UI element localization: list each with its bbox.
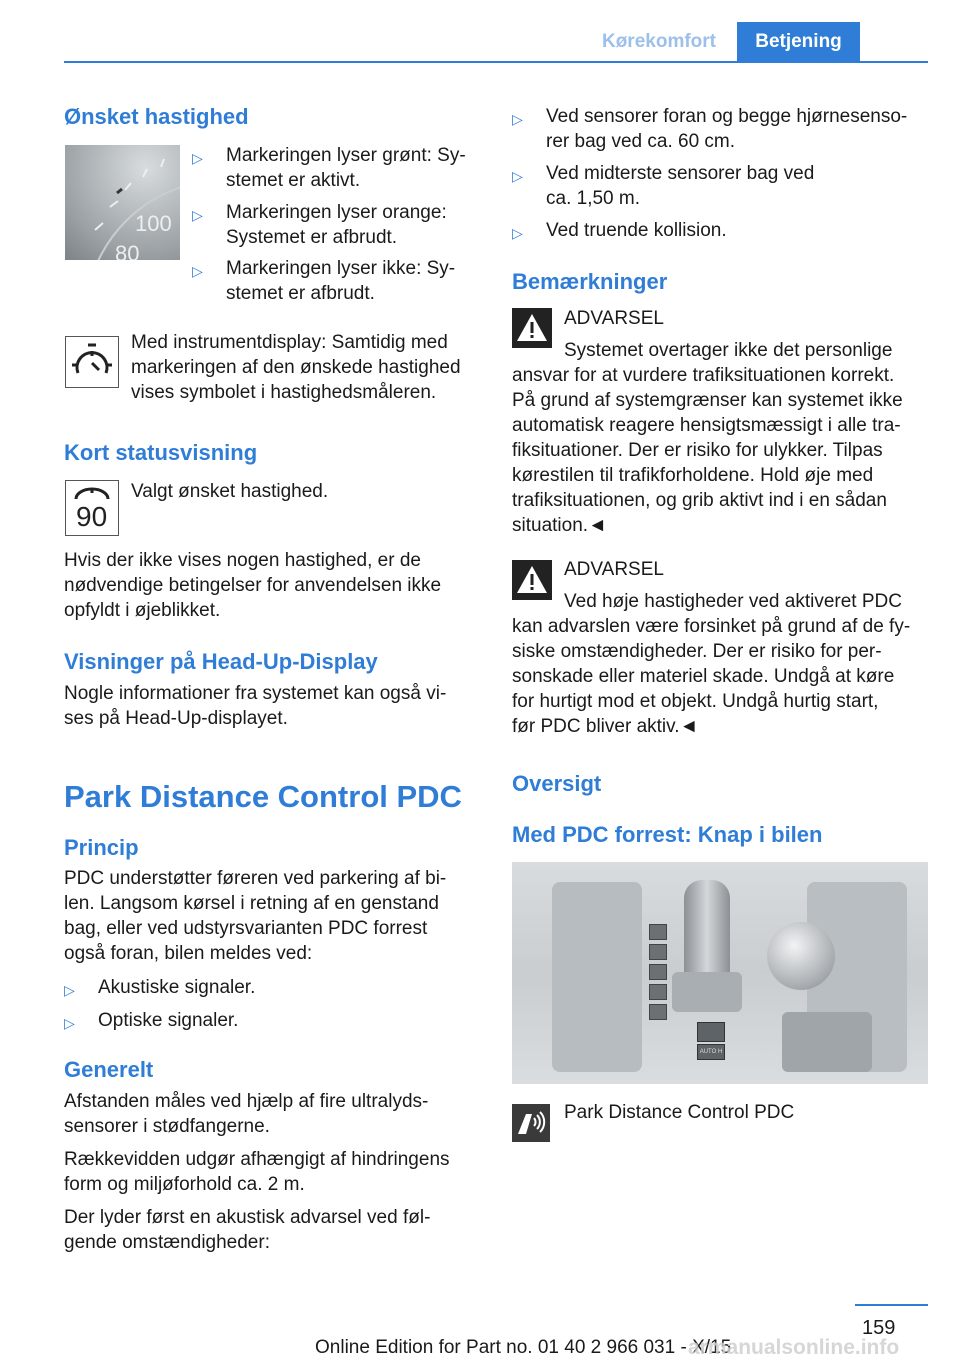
heading-med-pdc-forrest: Med PDC forrest: Knap i bilen [512,822,823,847]
list-item: ▷ Akustiske signaler. [64,975,255,1003]
heading-bemaerkninger: Bemærkninger [512,269,668,294]
afstand-paragraph: Afstanden måles ved hjælp af fire ultralyds- sensorer i stødfangerne. [64,1091,429,1137]
lyder-paragraph: Der lyder først en akustisk advarsel ved føl- gende omstændigheder: [64,1207,431,1253]
warning-triangle-icon [512,308,552,348]
list-item: ▷ Ved midterste sensorer bag ved ca. 1,50 m. [512,163,815,209]
heading-visninger: Visninger på Head-Up-Display [64,649,378,674]
pdc-icon [512,1104,550,1142]
valgt-text: Valgt ønsket hastighed. [131,481,329,502]
princip-paragraph: PDC understøtter føreren ved parkering af bi- len. Langsom kørsel i retning af en genstand bag, eller ved udstyrsvarianten PDC forrest også foran, bilen meldes ved: [64,868,447,964]
header-tab-label: Betjening [755,31,842,52]
parking-brake-button[interactable] [697,1022,725,1042]
bullet-triangle-icon: ▷ [192,150,203,166]
list-item: ▷ Ved sensorer foran og begge hjørnesenso- rer bag ved ca. 60 cm. [512,106,908,152]
heading-princip: Princip [64,835,139,860]
warning-2-title: ADVARSEL [564,559,664,580]
heading-kort-statusvisning: Kort statusvisning [64,440,258,465]
list-item: ▷ Markeringen lyser ikke: Sy- stemet er afbrudt. [192,258,456,304]
instrument-display-text: Med instrumentdisplay: Samtidig med markeringen af den ønskede hastighed vises symbolet i hastighedsmåleren. [131,332,461,403]
bullet-triangle-icon: ▷ [512,168,523,184]
hvis-paragraph: Hvis der ikke vises nogen hastighed, er de nødvendige betingelser for anvendelsen ikke opfyldt i øjeblikket. [64,550,442,621]
bullet-triangle-icon: ▷ [512,225,523,241]
edition-text: Online Edition for Part no. 01 40 2 966 031 - X/15 [315,1337,732,1358]
bullet-triangle-icon: ▷ [64,1015,75,1031]
raekkevidde-paragraph: Rækkevidden udgør afhængigt af hindringens form og miljøforhold ca. 2 m. [64,1149,450,1195]
gauge-number-100: 100 [135,211,172,236]
bullet-triangle-icon: ▷ [192,263,203,279]
nogle-paragraph: Nogle informationer fra systemet kan også vi- ses på Head-Up-displayet. [64,683,447,729]
console-switch[interactable] [649,1004,667,1020]
warning-1-title: ADVARSEL [564,308,664,329]
speed-status-icon [65,480,119,536]
speedometer-symbol-icon [65,336,119,388]
bullet-triangle-icon: ▷ [64,982,75,998]
footer-rule [855,1304,928,1306]
list-item: ▷ Optiske signaler. [64,1008,238,1036]
auto-hold-button[interactable] [697,1044,725,1060]
header-rule [64,61,928,63]
warning-2-body: kan advarslen være forsinket på grund af de fy- siske omstændigheder. Der er risiko for per- sonskade eller materiel skade. Undgå at køre for hurtigt mod et objekt. Undgå hurtig start, før PDC bliver aktiv.◄ [512,616,911,737]
console-switch[interactable] [649,924,667,940]
console-switch[interactable] [649,944,667,960]
warning-2-first-line: Ved høje hastigheder ved aktiveret PDC [564,591,902,612]
bullet-triangle-icon: ▷ [192,207,203,223]
heading-generelt: Generelt [64,1057,154,1082]
console-switch[interactable] [649,964,667,980]
list-item: ▷ Markeringen lyser grønt: Sy- stemet er aktivt. [192,145,466,191]
speedometer-image [65,145,180,260]
warning-1-body: ansvar for at vurdere trafiksituationen korrekt. På grund af systemgrænser kan systemet ikke automatisk reagere hensigtsmæssigt i alle tra- fiksituationer. Der er risiko for ulykker. Tilpas kørestilen til trafikforholdene. Hold øje med trafiksituationen, og grib aktivt ind i en sådan situation.◄ [512,365,903,536]
header-tab-betjening[interactable] [737,22,860,62]
watermark: armanualsonline.info [688,1336,900,1359]
bullet-triangle-icon: ▷ [512,111,523,127]
pdc-console-button[interactable] [649,984,667,1000]
warning-1-first-line: Systemet overtager ikke det personlige [564,340,893,361]
pdc-caption: Park Distance Control PDC [564,1102,795,1123]
list-item: ▷ Markeringen lyser orange: Systemet er afbrudt. [192,202,447,248]
heading-park-distance-control: Park Distance Control PDC [64,779,462,814]
center-console-photo [512,862,928,1084]
page-number: 159 [862,1317,896,1339]
header-tab-kørekomfort[interactable] [583,22,735,62]
warning-triangle-icon [512,560,552,600]
controller-knob-icon [767,922,835,990]
status-speed-value: 90 [76,501,108,532]
header-tab-label: Kørekomfort [601,31,716,52]
heading-oversigt: Oversigt [512,771,602,796]
heading-onsket-hastighed: Ønsket hastighed [64,104,249,129]
gauge-number-80: 80 [115,241,140,260]
list-item: ▷ Ved truende kollision. [512,218,727,246]
auto-hold-label: AUTO H [699,1049,723,1055]
